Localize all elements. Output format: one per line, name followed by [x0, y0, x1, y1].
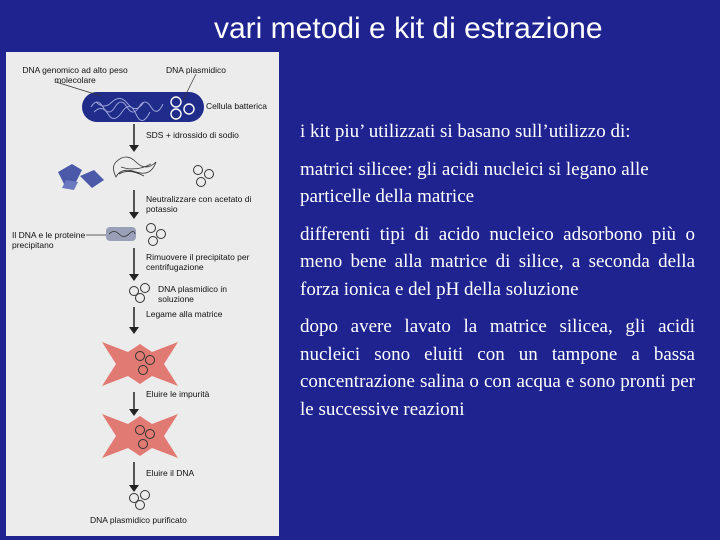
paragraph-silica: matrici silicee: gli acidi nucleici si legano alle particelle della matrice	[300, 158, 649, 207]
purified-plasmid	[130, 491, 150, 510]
paragraph-kit: i kit piu’ utilizzati si basano sull’utilizzo di:	[300, 121, 631, 142]
extraction-diagram	[6, 52, 279, 536]
down-arrow	[129, 124, 139, 152]
precipitate	[86, 224, 166, 246]
label-genomic-dna: DNA genomico ad alto peso molecolare	[22, 65, 128, 85]
bacterial-cell	[82, 92, 204, 122]
silica-matrix	[102, 414, 178, 458]
lysed-cell	[58, 157, 214, 190]
diagram-graphics	[6, 52, 279, 536]
label-precipitate: Il DNA e le proteine precipitano	[12, 230, 86, 250]
body-text	[300, 118, 695, 433]
slide-title: vari metodi e kit di estrazione	[214, 12, 603, 45]
paragraph-elution: dopo avere lavato la matrice silicea, gli acidi nucleici sono eluiti con un tampone a bassa concentrazione salina o con acqua e sono pronti per le successive reazioni	[300, 316, 695, 420]
down-arrow	[129, 462, 139, 492]
step-sds: SDS + idrossido di sodio	[146, 130, 239, 140]
down-arrow	[129, 307, 139, 334]
label-plasmid-dna: DNA plasmidico	[166, 65, 226, 75]
down-arrow	[129, 392, 139, 416]
plasmid-solution	[130, 284, 150, 303]
label-bacterial-cell: Cellula batterica	[206, 101, 267, 111]
silica-matrix	[102, 342, 178, 386]
step-remove-precipitate: Rimuovere il precipitato per centrifugazione	[146, 252, 250, 272]
step-elute-dna: Eluire il DNA	[146, 468, 195, 478]
label-purified-plasmid: DNA plasmidico purificato	[90, 515, 187, 525]
step-neutralize: Neutralizzare con acetato di potassio	[146, 194, 252, 214]
paragraph-adsorption: differenti tipi di acido nucleico adsorbono più o meno bene alla matrice di silice, a seconda della forza ionica e del pH della soluzione	[300, 223, 695, 300]
down-arrow	[129, 190, 139, 219]
step-elute-impurities: Eluire le impurità	[146, 389, 210, 399]
down-arrow	[129, 248, 139, 281]
step-bind-matrix: Legame alla matrice	[146, 309, 223, 319]
label-plasmid-in-solution: DNA plasmidico in soluzione	[158, 284, 227, 304]
